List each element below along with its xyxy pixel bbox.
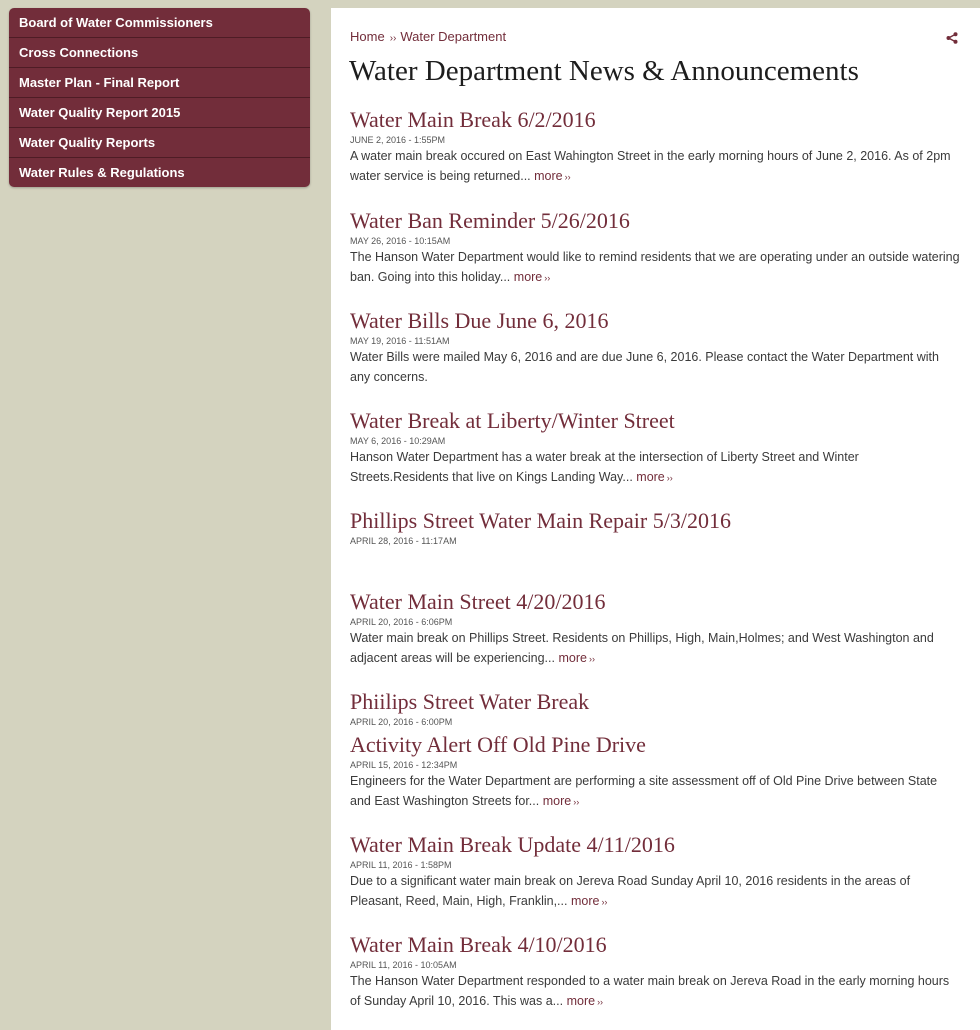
news-description — [350, 971, 960, 1012]
news-description-text: Engineers for the Water Department are performing a site assessment off of Old Pine Drive between State and East Washington Streets for... — [350, 774, 938, 808]
news-description — [350, 447, 960, 488]
news-item — [350, 307, 960, 387]
news-item — [350, 207, 960, 288]
breadcrumb — [350, 29, 506, 44]
news-date: APRIL 20, 2016 - 6:06PM — [350, 617, 453, 627]
news-item — [350, 931, 960, 1012]
news-description — [350, 247, 960, 288]
news-item — [350, 588, 960, 669]
news-description-text: Hanson Water Department has a water break at the intersection of Liberty Street and Winter Streets.Residents that live on Kings Landing Way... — [350, 450, 859, 484]
news-description-text: The Hanson Water Department responded to a water main break on Jereva Road in the early morning hours of Sunday April 10, 2016. This was a... — [350, 974, 950, 1008]
news-description-text: A water main break occured on East Wahington Street in the early morning hours of June 2, 2016. As of 2pm water service is being returned... — [350, 149, 951, 183]
news-date: APRIL 11, 2016 - 1:58PM — [350, 860, 452, 870]
more-label: more — [558, 651, 587, 665]
news-title-link[interactable]: Water Ban Reminder 5/26/2016 — [350, 208, 630, 233]
news-title-link[interactable]: Water Main Break 4/10/2016 — [350, 932, 607, 957]
news-title-link[interactable]: Phiilips Street Water Break — [350, 689, 590, 714]
news-date: APRIL 11, 2016 - 10:05AM — [350, 960, 457, 970]
news-description — [350, 771, 960, 812]
chevron-right-icon: ›› — [666, 473, 673, 483]
news-item — [350, 407, 960, 488]
news-title-link[interactable]: Activity Alert Off Old Pine Drive — [350, 732, 646, 757]
news-description-text: Water main break on Phillips Street. Residents on Phillips, High, Main,Holmes; and West Washington and adjacent areas will be experiencing... — [350, 631, 934, 665]
sidebar-item-water-quality-reports[interactable]: Water Quality Reports — [9, 128, 310, 158]
sidebar-item-water-rules[interactable]: Water Rules & Regulations — [19, 165, 185, 180]
chevron-right-icon: ›› — [588, 654, 595, 664]
news-item — [350, 688, 960, 728]
more-link[interactable] — [567, 994, 603, 1008]
news-date: JUNE 2, 2016 - 1:55PM — [350, 135, 446, 145]
breadcrumb-home-link[interactable]: Home — [350, 29, 385, 44]
sidebar-menu — [9, 8, 310, 187]
chevron-right-icon: ›› — [564, 172, 571, 182]
more-link[interactable] — [514, 270, 550, 284]
news-item — [350, 507, 960, 547]
breadcrumb-current-link[interactable]: Water Department — [400, 29, 507, 44]
news-description — [350, 347, 960, 387]
chevron-right-icon: ›› — [544, 273, 551, 283]
chevron-right-icon: ›› — [573, 797, 580, 807]
more-label: more — [513, 270, 543, 284]
more-link[interactable] — [636, 470, 672, 484]
breadcrumb-separator: ›› — [389, 33, 397, 44]
chevron-right-icon: ›› — [597, 997, 604, 1007]
news-date: APRIL 15, 2016 - 12:34PM — [350, 760, 458, 770]
news-title-link[interactable]: Water Bills Due June 6, 2016 — [350, 308, 609, 333]
news-title-link[interactable]: Water Break at Liberty/Winter Street — [350, 408, 675, 433]
news-date: MAY 26, 2016 - 10:15AM — [350, 236, 451, 246]
news-date: APRIL 28, 2016 - 11:17AM — [350, 536, 457, 546]
page-title: Water Department News & Announcements — [349, 55, 859, 87]
more-link[interactable] — [534, 169, 570, 183]
more-label: more — [570, 894, 600, 908]
more-link[interactable] — [558, 651, 594, 665]
news-title-link[interactable]: Water Main Street 4/20/2016 — [350, 589, 606, 614]
news-description-text: Water Bills were mailed May 6, 2016 and are due June 6, 2016. Please contact the Water Department with any concerns. — [350, 350, 939, 384]
more-label: more — [566, 994, 596, 1008]
sidebar-item-master-plan[interactable]: Master Plan - Final Report — [9, 68, 310, 98]
news-description-text: Due to a significant water main break on Jereva Road Sunday April 10, 2016 residents in the areas of Pleasant, Reed, Main, High, Franklin,... — [350, 874, 911, 908]
sidebar-item-cross-connections[interactable]: Cross Connections — [9, 38, 310, 68]
more-label: more — [534, 169, 563, 183]
news-item — [350, 731, 960, 812]
news-title-link[interactable]: Phillips Street Water Main Repair 5/3/2016 — [350, 508, 731, 533]
news-date: APRIL 20, 2016 - 6:00PM — [350, 717, 453, 727]
sidebar-item-board-of-water-commissioners[interactable]: Board of Water Commissioners — [9, 8, 310, 38]
news-date: MAY 6, 2016 - 10:29AM — [350, 436, 446, 446]
news-date: MAY 19, 2016 - 11:51AM — [350, 336, 450, 346]
more-link[interactable] — [543, 794, 579, 808]
news-item — [350, 831, 960, 912]
news-title-link[interactable]: Water Main Break Update 4/11/2016 — [350, 832, 675, 857]
share-icon[interactable] — [946, 32, 958, 44]
news-item — [350, 106, 960, 187]
more-link[interactable] — [571, 894, 607, 908]
more-label: more — [542, 794, 572, 808]
news-title-link[interactable]: Water Main Break 6/2/2016 — [350, 107, 596, 132]
chevron-right-icon: ›› — [601, 897, 608, 907]
news-description — [350, 628, 960, 669]
more-label: more — [636, 470, 665, 484]
main-content — [331, 8, 980, 1030]
news-description — [350, 146, 960, 187]
news-description — [350, 871, 960, 912]
news-description-text: The Hanson Water Department would like to remind residents that we are operating under an outside watering ban. Going into this holiday... — [350, 250, 960, 284]
sidebar-item-water-quality-report-2015[interactable]: Water Quality Report 2015 — [9, 98, 310, 128]
